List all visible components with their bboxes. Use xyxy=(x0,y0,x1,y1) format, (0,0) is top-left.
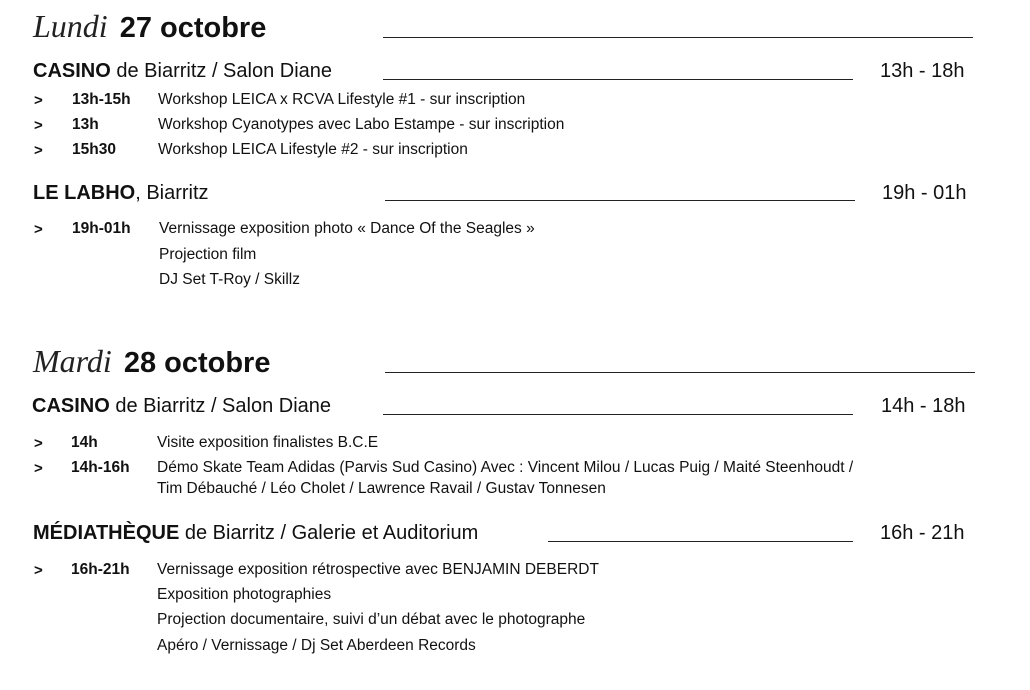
venue-hours: 16h - 21h xyxy=(880,522,965,544)
venue-name-rest: , Biarritz xyxy=(135,182,209,204)
event-time: 16h-21h xyxy=(71,561,130,578)
event-text: Vernissage exposition photo « Dance Of the Seagles » xyxy=(159,220,535,237)
event-time: 19h-01h xyxy=(72,220,131,237)
arrow-marker: > xyxy=(34,562,43,579)
day-name: Lundi xyxy=(33,8,108,44)
arrow-marker: > xyxy=(34,435,43,452)
event-text: Workshop LEICA Lifestyle #2 - sur inscription xyxy=(158,141,468,158)
event-text: Tim Débauché / Léo Cholet / Lawrence Ravail / Gustav Tonnesen xyxy=(157,480,606,497)
event-text: Visite exposition finalistes B.C.E xyxy=(157,434,379,451)
event-time: 14h-16h xyxy=(71,459,130,476)
event-text: Workshop Cyanotypes avec Labo Estampe - sur inscription xyxy=(158,116,565,133)
venue-name-bold: LE LABHO xyxy=(33,182,136,204)
arrow-marker: > xyxy=(34,92,43,109)
venue-name xyxy=(33,60,332,83)
event-text: Workshop LEICA x RCVA Lifestyle #1 - sur inscription xyxy=(158,91,526,108)
venue-name xyxy=(33,522,478,545)
event-text: Démo Skate Team Adidas (Parvis Sud Casino) Avec : Vincent Milou / Lucas Puig / Maité Steenhoudt / xyxy=(157,459,854,476)
day-divider xyxy=(385,372,975,373)
venue-name-rest: de Biarritz / Salon Diane xyxy=(110,60,333,82)
event-text: Projection documentaire, suivi d’un débat avec le photographe xyxy=(157,611,586,628)
arrow-marker: > xyxy=(34,117,43,134)
venue-name-bold: MÉDIATHÈQUE xyxy=(33,522,180,544)
venue-divider xyxy=(383,414,853,415)
venue-name-rest: de Biarritz / Galerie et Auditorium xyxy=(179,522,479,544)
venue-name-bold: CASINO xyxy=(33,60,111,82)
venue-name xyxy=(33,182,209,205)
event-time: 14h xyxy=(71,434,98,451)
event-text: Exposition photographies xyxy=(157,586,332,603)
venue-name xyxy=(32,395,331,418)
venue-divider xyxy=(548,541,853,542)
venue-name-rest: de Biarritz / Salon Diane xyxy=(109,395,332,417)
event-text: Apéro / Vernissage / Dj Set Aberdeen Records xyxy=(157,637,476,654)
event-text: Vernissage exposition rétrospective avec BENJAMIN DEBERDT xyxy=(157,561,599,578)
event-text: Projection film xyxy=(159,246,257,263)
venue-name-bold: CASINO xyxy=(32,395,110,417)
arrow-marker: > xyxy=(34,221,43,238)
venue-hours: 19h - 01h xyxy=(882,182,967,204)
day-date: 28 octobre xyxy=(123,347,271,379)
day-name: Mardi xyxy=(33,343,112,379)
arrow-marker: > xyxy=(34,142,43,159)
venue-divider xyxy=(385,200,855,201)
event-time: 13h-15h xyxy=(72,91,131,108)
venue-hours: 13h - 18h xyxy=(880,60,965,82)
event-text: DJ Set T-Roy / Skillz xyxy=(159,271,300,288)
event-time: 13h xyxy=(72,116,99,133)
day-heading xyxy=(33,8,266,45)
venue-hours: 14h - 18h xyxy=(881,395,966,417)
day-date: 27 octobre xyxy=(119,12,267,44)
day-heading xyxy=(33,343,270,380)
venue-divider xyxy=(383,79,853,80)
event-time: 15h30 xyxy=(72,141,116,158)
arrow-marker: > xyxy=(34,460,43,477)
day-divider xyxy=(383,37,973,38)
